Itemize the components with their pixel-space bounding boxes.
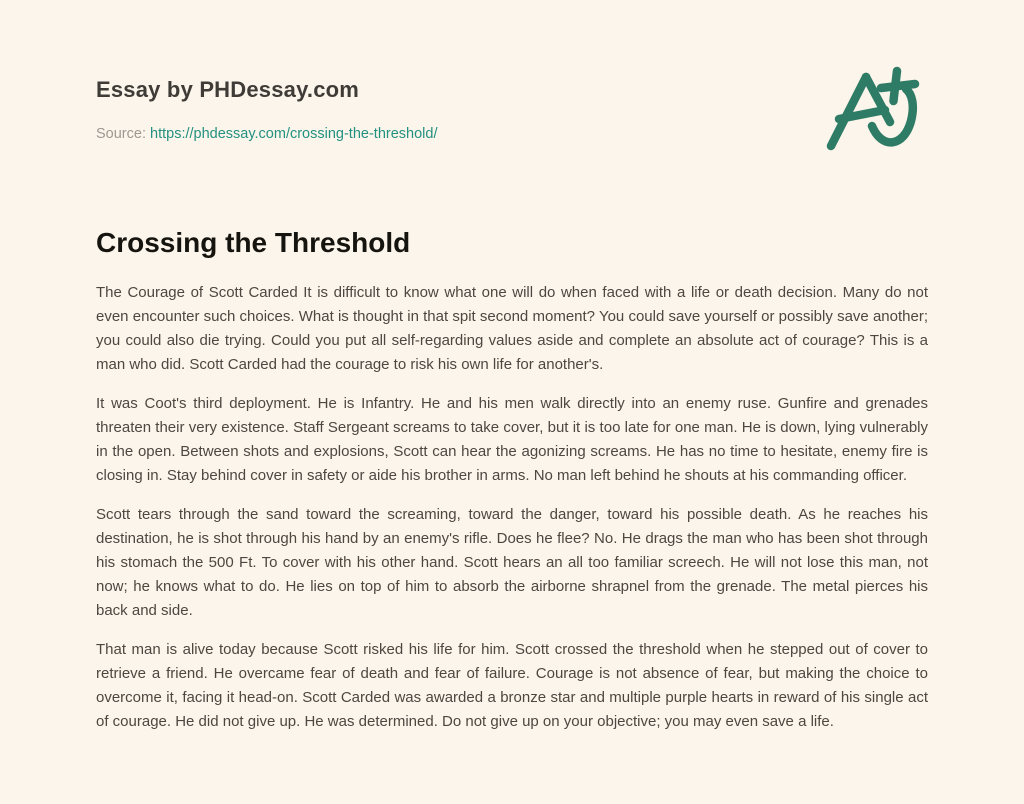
a-plus-logo-icon bbox=[820, 62, 934, 166]
essay-title: Crossing the Threshold bbox=[96, 227, 411, 258]
source-line bbox=[96, 125, 928, 143]
essay-paragraph-3: Scott tears through the sand toward the screaming, toward the danger, toward his possible death. As he reaches his destination, he is shot through his hand by an enemy's rifle. Does he flee? No. He drags the man who has been shot through his stomach the 500 Ft. To cover with his other hand. Scott hears an all too familiar screech. He will not lose this man, not now; he knows what to do. He lies on top of him to absorb the airborne shrapnel from the grenade. The metal pierces his back and side. bbox=[96, 506, 928, 619]
essay-paragraph-4: That man is alive today because Scott risked his life for him. Scott crossed the threshold when he stepped out of cover to retrieve a friend. He overcame fear of death and fear of failure. Courage is not absence of fear, but making the choice to overcome it, facing it head-on. Scott Carded was awarded a bronze star and multiple purple hearts in reward of his single act of courage. He did not give up. He was determined. Do not give up on your objective; you may even save a life. bbox=[96, 641, 928, 730]
essay-content bbox=[96, 226, 928, 734]
source-link[interactable]: https://phdessay.com/crossing-the-threshold/ bbox=[150, 126, 438, 142]
site-header-title: Essay by PHDessay.com bbox=[96, 77, 360, 102]
essay-paragraph-1: The Courage of Scott Carded It is difficult to know what one will do when faced with a life or death decision. Many do not even encounter such choices. What is thought in that spit second moment? You could save yourself or possibly save another; you could also die trying. Could you put all self-regarding values aside and complete an absolute act of courage? This is a man who did. Scott Carded had the courage to risk his own life for another's. bbox=[96, 284, 928, 373]
source-label: Source: bbox=[96, 126, 146, 142]
essay-paragraph-2: It was Coot's third deployment. He is Infantry. He and his men walk directly into an enemy ruse. Gunfire and grenades threaten their very existence. Staff Sergeant screams to take cover, but it is too late for one man. He is down, lying vulnerably in the open. Between shots and explosions, Scott can hear the agonizing screams. He has no time to hesitate, enemy fire is closing in. Stay behind cover in safety or aide his brother in arms. No man left behind he shouts at his commanding officer. bbox=[96, 395, 928, 484]
